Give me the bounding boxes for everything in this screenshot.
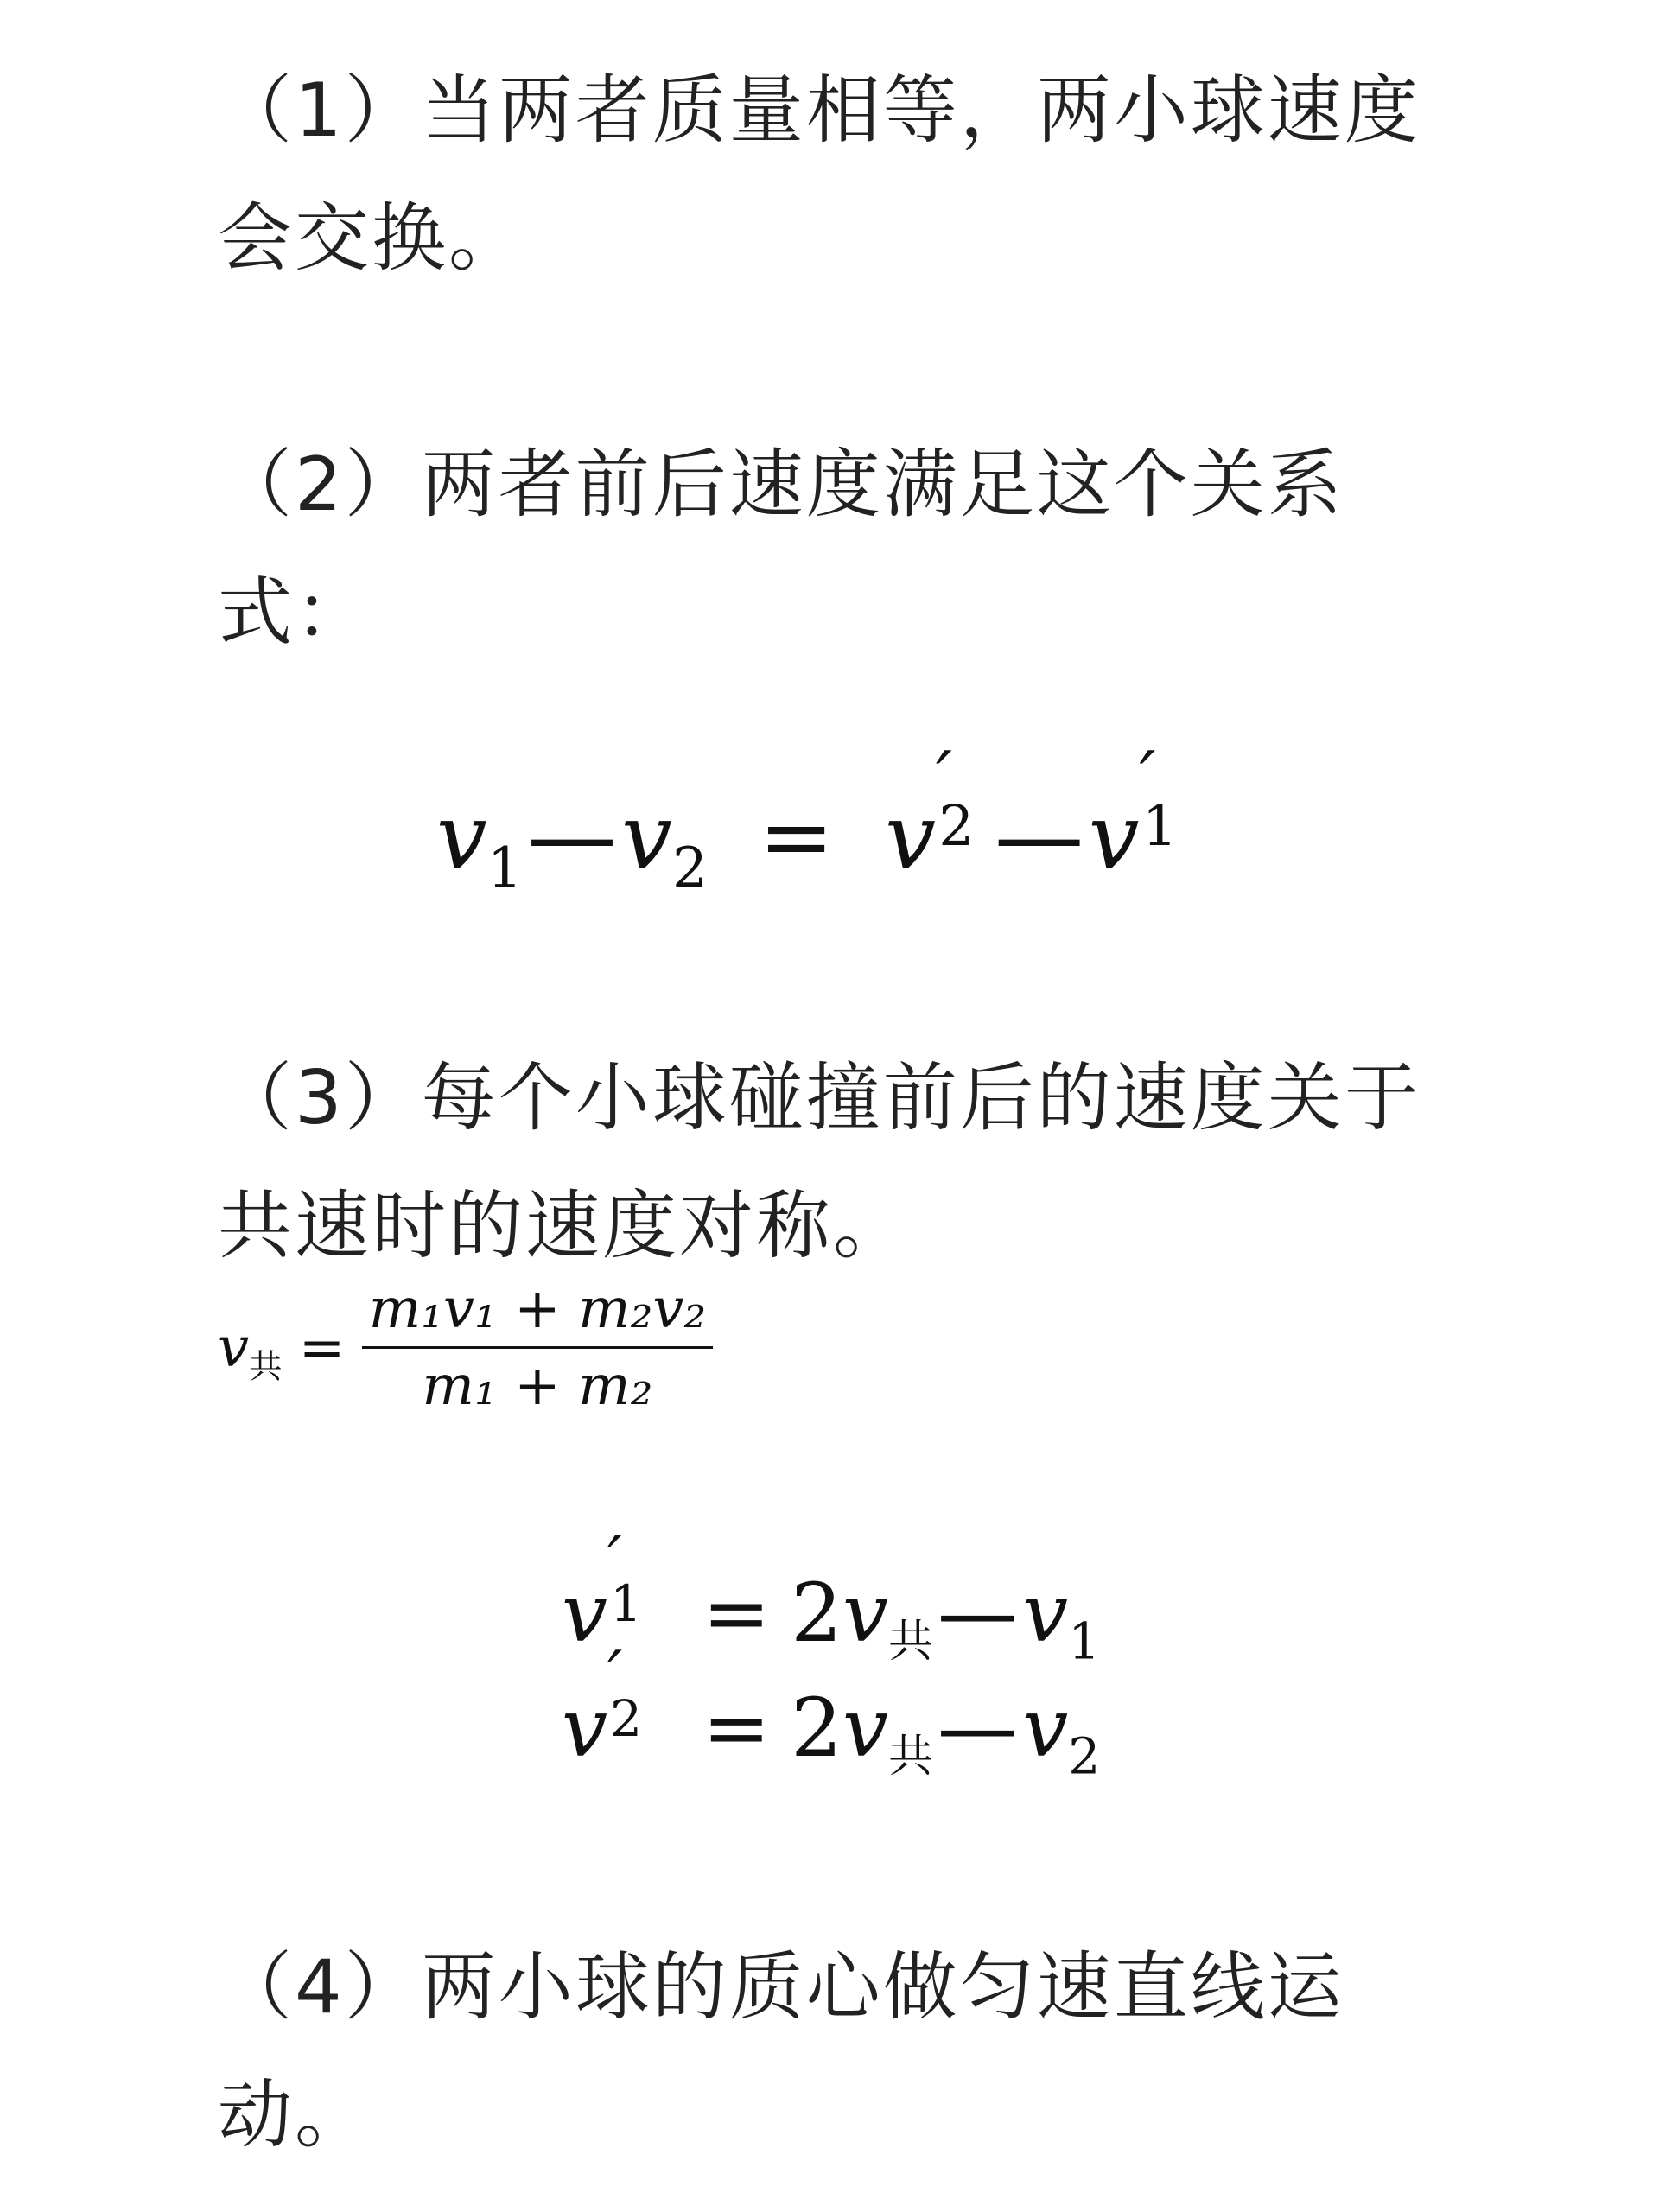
- eq2-equals: =: [298, 1315, 346, 1380]
- eq2-denominator: m₁ + m₂: [422, 1354, 653, 1418]
- eq4-dash: —: [937, 1681, 1019, 1776]
- eq1-v1: $v_1$: [436, 784, 523, 901]
- eq4-v2-prime: v ′ 2: [562, 1637, 643, 1776]
- eq3-v1: $v_1$: [1022, 1567, 1101, 1671]
- equation-symmetry-2: [562, 1637, 1101, 1786]
- eq2-fraction-bar: [362, 1346, 714, 1349]
- paragraph-2: （2）两者前后速度满足这个关系式：: [218, 442, 1344, 656]
- eq1-v2-prime: v ′ 2: [885, 735, 975, 889]
- eq3-dash: —: [937, 1567, 1019, 1661]
- eq1-v1-prime: v ′ 1: [1088, 735, 1178, 889]
- eq1-dash-1: —: [526, 784, 617, 889]
- eq4-equals: =: [702, 1681, 771, 1776]
- eq2-lhs: $v_共$: [218, 1315, 283, 1386]
- equation-relative-velocity: [436, 735, 1193, 901]
- equation-common-velocity: [218, 1277, 713, 1418]
- eq4-v-common: $v_共$: [842, 1681, 933, 1783]
- eq2-fraction: [362, 1277, 714, 1418]
- eq3-equals: =: [702, 1567, 771, 1661]
- paragraph-3: （3）每个小球碰撞前后的速度关于共速时的速度对称。: [218, 1055, 1421, 1269]
- eq2-numerator: m₁v₁ + m₂v₂: [368, 1277, 707, 1341]
- eq3-coef: 2: [791, 1567, 842, 1661]
- eq1-dash-2: —: [994, 784, 1084, 889]
- eq3-v1-prime: v ′ 1: [562, 1522, 643, 1661]
- paragraph-1: （1）当两者质量相等，两小球速度会交换。: [218, 67, 1421, 282]
- equation-symmetry-1: [562, 1522, 1101, 1671]
- paragraph-4: （4）两小球的质心做匀速直线运动。: [218, 1944, 1344, 2158]
- eq4-coef: 2: [791, 1681, 842, 1776]
- eq4-v2: $v_2$: [1022, 1681, 1101, 1786]
- eq1-equals: =: [759, 784, 835, 889]
- eq1-v2: $v_2$: [621, 784, 708, 901]
- eq3-v-common: $v_共$: [842, 1567, 933, 1669]
